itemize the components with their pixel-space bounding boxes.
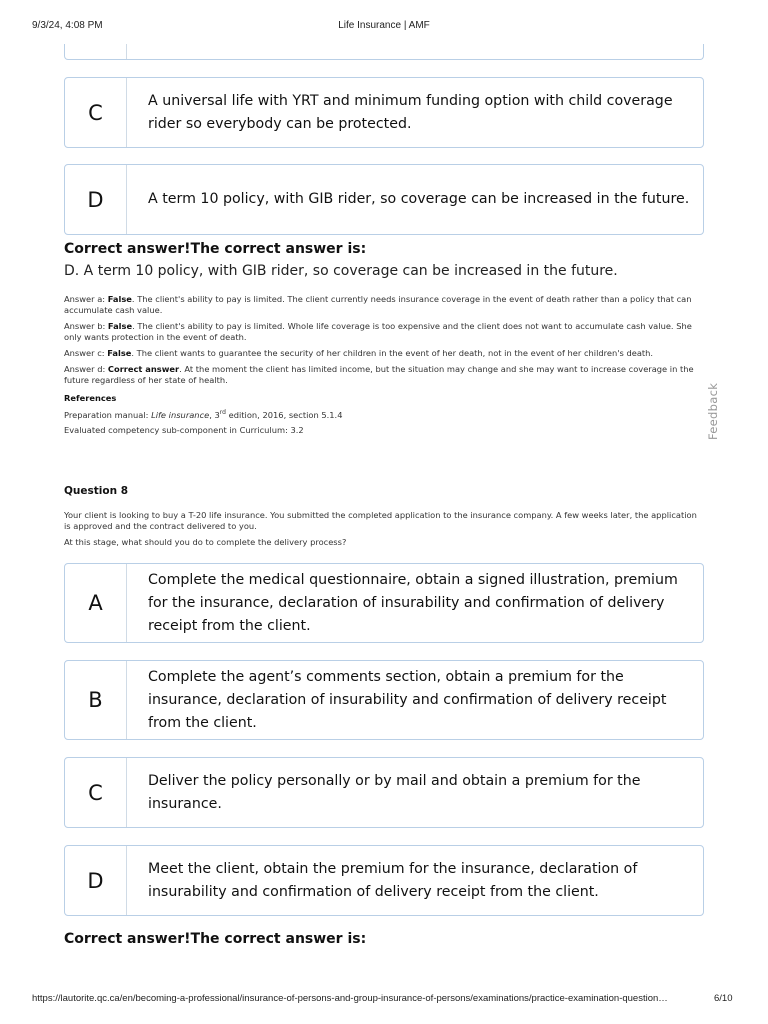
option-letter: D: [65, 165, 127, 234]
question-prompt: Your client is looking to buy a T-20 life insurance. You submitted the completed application to the insurance company. A few weeks later, the application is approved and the contract delivered to you.: [64, 510, 697, 531]
print-page-title: Life Insurance | AMF: [338, 20, 430, 31]
competency-line: Evaluated competency sub-component in Curriculum: 3.2: [64, 425, 304, 435]
option-letter: B: [65, 661, 127, 739]
answer-option-d[interactable]: [64, 845, 704, 916]
correct-answer-heading: Correct answer!The correct answer is:: [64, 241, 367, 257]
print-page-number: 6/10: [714, 993, 733, 1004]
answer-option-c[interactable]: [64, 77, 704, 148]
correct-answer-heading: Correct answer!The correct answer is:: [64, 931, 367, 947]
answer-option-a[interactable]: [64, 563, 704, 643]
answer-option-b[interactable]: [64, 660, 704, 740]
option-text: A universal life with YRT and minimum funding option with child coverage rider so everybody can be protected.: [148, 92, 673, 132]
feedback-tab[interactable]: Feedback: [706, 382, 720, 440]
answer-option-c[interactable]: [64, 757, 704, 828]
correct-answer-text: D. A term 10 policy, with GIB rider, so coverage can be increased in the future.: [64, 263, 618, 279]
option-letter: C: [65, 758, 127, 827]
option-text: Complete the agent’s comments section, obtain a premium for the insurance, declaration of insurability and confirmation of delivery receipt from the client.: [148, 668, 667, 731]
option-text: Deliver the policy personally or by mail and obtain a premium for the insurance.: [148, 772, 641, 812]
option-text: Complete the medical questionnaire, obtain a signed illustration, premium for the insurance, declaration of insurability and confirmation of delivery receipt from the client.: [148, 571, 678, 634]
option-letter: A: [65, 564, 127, 642]
option-text: A term 10 policy, with GIB rider, so coverage can be increased in the future.: [148, 191, 690, 207]
answer-option-d[interactable]: [64, 164, 704, 235]
explanation-a: Answer a: False. The client's ability to pay is limited. The client currently needs insurance coverage in the event of death rather than a policy that can accumulate cash value.: [64, 294, 692, 315]
explanation-c: Answer c: False. The client wants to guarantee the security of her children in the event of her death, not in the event of her children's death.: [64, 348, 654, 358]
explanation-d: Answer d: Correct answer. At the moment the client has limited income, but the situation may change and she may want to increase coverage in the future regardless of her state of health.: [64, 364, 694, 385]
question-heading: Question 8: [64, 485, 129, 497]
option-letter-partial: [65, 44, 127, 59]
option-letter: D: [65, 846, 127, 915]
option-letter: C: [65, 78, 127, 147]
explanation-b: Answer b: False. The client's ability to pay is limited. Whole life coverage is too expensive and the client does not want to accumulate cash value. She only wants protection in the event of death.: [64, 321, 692, 342]
question-text: At this stage, what should you do to complete the delivery process?: [64, 537, 347, 547]
option-text: Meet the client, obtain the premium for the insurance, declaration of insurability and confirmation of delivery receipt from the client.: [148, 860, 638, 900]
references-heading: References: [64, 393, 117, 403]
reference-manual: Preparation manual: Life insurance, 3rd edition, 2016, section 5.1.4: [64, 409, 343, 420]
print-url: https://lautorite.qc.ca/en/becoming-a-professional/insurance-of-persons-and-group-insurance-of-persons/examinations/practice-examination-question…: [32, 993, 668, 1004]
print-datetime: 9/3/24, 4:08 PM: [32, 20, 103, 31]
answer-option-b-partial[interactable]: [64, 44, 704, 60]
